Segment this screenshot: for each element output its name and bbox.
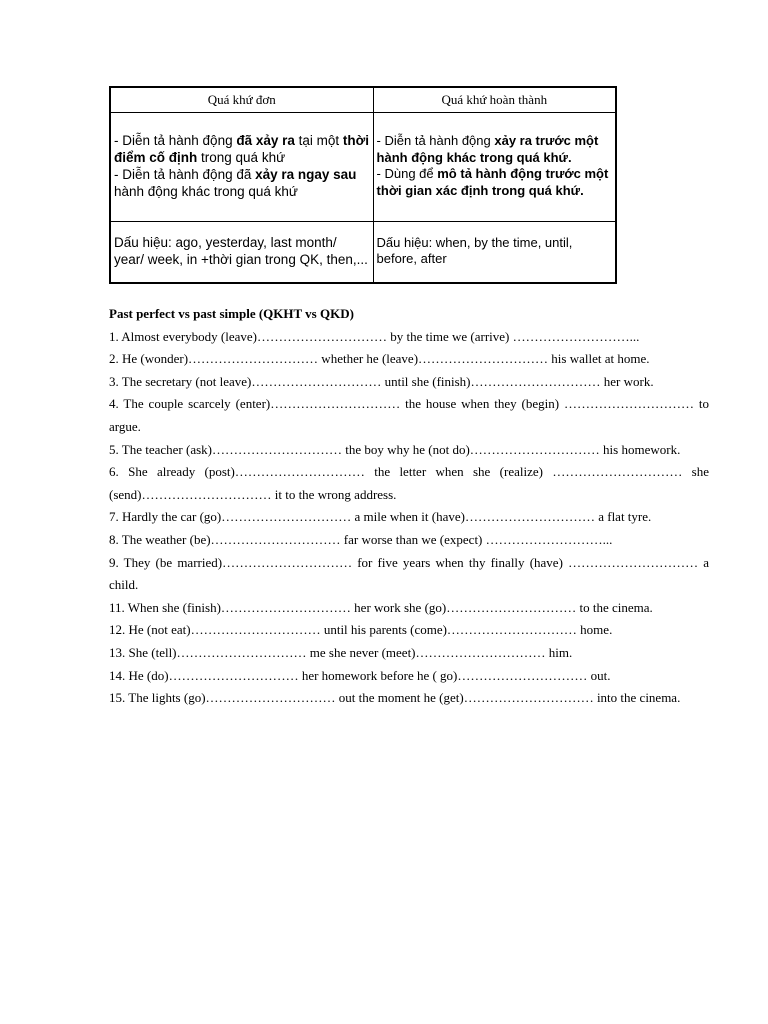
exercise-item: 8. The weather (be)………………………… far worse than we (expect) ………………………...	[109, 531, 613, 547]
text-run: hành động khác trong quá khứ	[114, 184, 298, 199]
exercise-item: 6. She already (post)………………………… the letter when she (realize) ………………………… she (send)………………………… it to the wrong address.	[109, 464, 709, 502]
table-row-signals	[110, 222, 616, 284]
usage-past-perfect	[373, 113, 616, 222]
exercise-item: 7. Hardly the car (go)………………………… a mile when it (have)………………………… a flat tyre.	[109, 509, 652, 525]
exercise-item: 3. The secretary (not leave)………………………… until she (finish)………………………… her work.	[109, 373, 654, 389]
signals-past-simple: Dấu hiệu: ago, yesterday, last month/ year/ week, in +thời gian trong QK, then,...	[110, 222, 373, 284]
exercise-item: 9. They (be married)………………………… for five years when thy finally (have) ………………………… a child.	[109, 554, 709, 593]
bold-text: xảy ra trước một hành động khác trong quá khứ.	[376, 133, 599, 165]
usage-line	[377, 166, 612, 199]
exercise-item: 15. The lights (go)………………………… out the moment he (get)………………………… into the cinema.	[109, 690, 681, 706]
exercise-item: 12. He (not eat)………………………… until his parents (come)………………………… home.	[109, 622, 613, 638]
exercise-item: 2. He (wonder)………………………… whether he (leave)………………………… his wallet at home.	[109, 351, 650, 367]
bold-text: mô tả hành động trước một thời gian xác định trong quá khứ.	[376, 166, 609, 198]
text-run: - Dùng để	[376, 166, 438, 181]
usage-line	[377, 133, 612, 166]
comparison-table	[109, 86, 617, 284]
exercise-title: Past perfect vs past simple (QKHT vs QKD)	[109, 306, 354, 321]
bold-text: thời điểm cố định	[114, 133, 369, 165]
text-run: - Diễn tả hành động	[376, 133, 495, 148]
header-past-perfect: Quá khứ hoàn thành	[373, 87, 616, 113]
text-run: trong quá khứ	[197, 150, 286, 165]
signals-past-perfect: Dấu hiệu: when, by the time, until, before, after	[373, 222, 616, 284]
usage-past-simple	[110, 113, 373, 222]
exercise-item: 5. The teacher (ask)………………………… the boy why he (not do)………………………… his homework.	[109, 441, 681, 457]
bold-text: xảy ra ngay sau	[255, 167, 357, 182]
exercise-item: 13. She (tell)………………………… me she never (meet)………………………… him.	[109, 644, 573, 660]
bold-text: đã xảy ra	[236, 133, 295, 148]
text-run: tại một	[294, 133, 343, 148]
usage-line	[114, 166, 370, 200]
exercise-item: 11. When she (finish)………………………… her work she (go)………………………… to the cinema.	[109, 599, 653, 615]
text-run: - Diễn tả hành động đã	[114, 167, 256, 182]
exercise-item: 4. The couple scarcely (enter)………………………… the house when they (begin) ………………………… to argue.	[109, 396, 709, 434]
exercise-item: 14. He (do)………………………… her homework before he ( go)………………………… out.	[109, 667, 611, 683]
header-past-simple: Quá khứ đơn	[110, 87, 373, 113]
exercise-list	[109, 326, 709, 710]
exercise-section	[109, 303, 709, 710]
usage-line	[114, 132, 370, 166]
table-header-row	[110, 87, 616, 113]
text-run: - Diễn tả hành động	[114, 133, 237, 148]
table-row-usage	[110, 113, 616, 222]
exercise-item: 1. Almost everybody (leave)………………………… by the time we (arrive) ………………………...	[109, 328, 640, 344]
